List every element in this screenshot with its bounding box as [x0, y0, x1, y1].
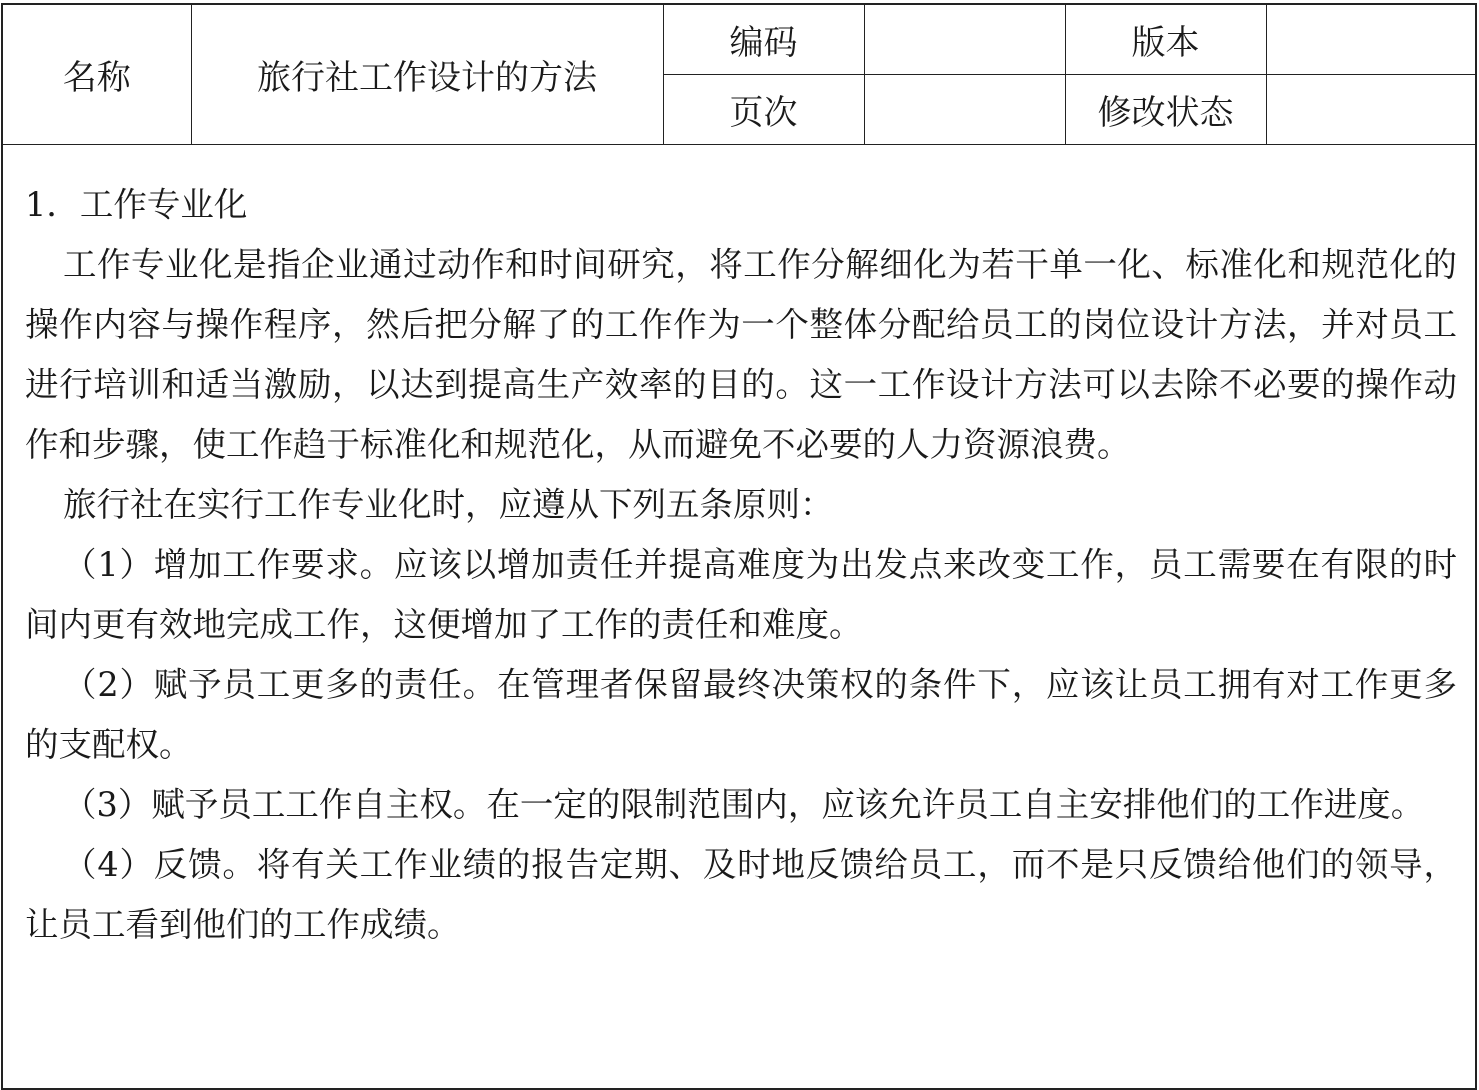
page-value: [864, 75, 1065, 145]
paragraph-principles-intro: 旅行社在实行工作专业化时，应遵从下列五条原则：: [63, 485, 834, 524]
principle-item-1: （1）增加工作要求。应该以增加责任并提高难度为出发点来改变工作，员工需要在有限的时间内更有效地完成工作，这便增加了工作的责任和难度。: [25, 545, 1457, 644]
section-heading: 1．工作专业化: [25, 185, 248, 224]
code-label: 编码: [663, 5, 864, 75]
document-body: [25, 175, 1457, 955]
document-page: [1, 3, 1477, 1090]
revision-value: [1266, 75, 1475, 145]
version-value: [1266, 5, 1475, 75]
document-title: 旅行社工作设计的方法: [191, 5, 663, 145]
principle-item-3: （3）赋予员工工作自主权。在一定的限制范围内，应该允许员工自主安排他们的工作进度。: [63, 785, 1425, 824]
page-label: 页次: [663, 75, 864, 145]
document-header-table: [3, 5, 1475, 145]
name-label: 名称: [3, 5, 191, 145]
principle-item-2: （2）赋予员工更多的责任。在管理者保留最终决策权的条件下，应该让员工拥有对工作更多的支配权。: [25, 665, 1457, 764]
version-label: 版本: [1065, 5, 1266, 75]
revision-label: 修改状态: [1065, 75, 1266, 145]
paragraph-definition: 工作专业化是指企业通过动作和时间研究，将工作分解细化为若干单一化、标准化和规范化的操作内容与操作程序，然后把分解了的工作作为一个整体分配给员工的岗位设计方法，并对员工进行培训和适当激励，以达到提高生产效率的目的。这一工作设计方法可以去除不必要的操作动作和步骤，使工作趋于标准化和规范化，从而避免不必要的人力资源浪费。: [25, 245, 1457, 464]
code-value: [864, 5, 1065, 75]
principle-item-4: （4）反馈。将有关工作业绩的报告定期、及时地反馈给员工，而不是只反馈给他们的领导，让员工看到他们的工作成绩。: [25, 845, 1457, 944]
